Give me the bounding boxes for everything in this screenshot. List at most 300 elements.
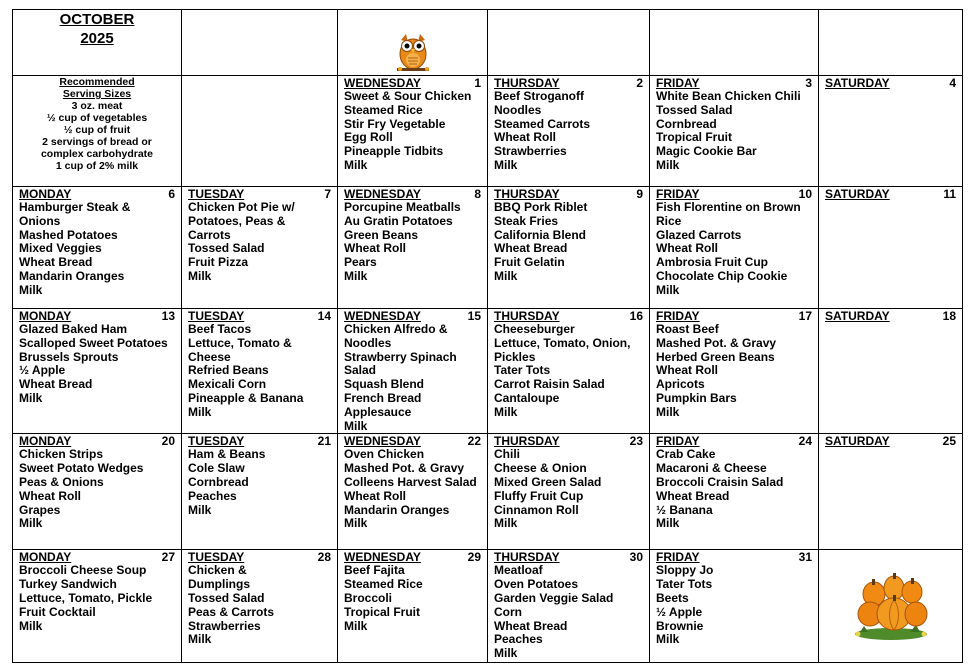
menu-item: Applesauce	[344, 404, 412, 419]
menu-item: Wheat Bread	[494, 618, 568, 633]
menu-item: Milk	[656, 282, 680, 297]
day-header	[188, 309, 331, 323]
menu-item: Milk	[494, 516, 518, 531]
day-header	[344, 309, 481, 323]
menu-item: Beef Stroganoff	[494, 89, 584, 103]
day-header	[656, 76, 812, 90]
menu-item: Green Beans	[344, 227, 419, 242]
menu-item: Mandarin Oranges	[19, 268, 125, 283]
menu-item: Fruit Gelatin	[494, 255, 565, 270]
day-header	[188, 550, 331, 564]
menu-calendar	[12, 9, 963, 663]
menu-item: Brownie	[656, 618, 704, 633]
menu-items	[494, 201, 643, 284]
day-cell	[13, 434, 182, 550]
owl-cell	[338, 10, 488, 76]
day-date: 10	[798, 187, 812, 201]
menu-item: Fruit Pizza	[188, 255, 249, 270]
menu-item: Chocolate Chip Cookie	[656, 268, 788, 283]
menu-item: Noodles	[344, 335, 392, 350]
day-cell	[650, 434, 819, 550]
day-header	[19, 187, 175, 201]
menu-items	[494, 323, 643, 420]
menu-item: Squash Blend	[344, 377, 425, 392]
day-header	[656, 434, 812, 448]
menu-item: Onions	[19, 213, 61, 228]
menu-item: Milk	[19, 282, 43, 297]
day-name: TUESDAY	[188, 187, 245, 201]
menu-item: Cheeseburger	[494, 322, 575, 336]
menu-item: Mashed Pot. & Gravy	[656, 335, 777, 350]
day-cell	[819, 76, 963, 187]
day-header	[344, 550, 481, 564]
menu-item: Wheat Roll	[344, 241, 406, 256]
day-header	[494, 187, 643, 201]
day-name: TUESDAY	[188, 309, 245, 323]
menu-item: Milk	[344, 157, 368, 172]
menu-item: White Bean Chicken Chili	[656, 89, 801, 103]
menu-item: Wheat Roll	[344, 488, 406, 503]
menu-item: Grapes	[19, 502, 61, 517]
menu-item: Milk	[494, 268, 518, 283]
menu-items	[344, 90, 481, 173]
menu-item: Chicken Alfredo &	[344, 322, 448, 336]
week-row-4	[13, 434, 963, 550]
day-name: THURSDAY	[494, 309, 560, 323]
menu-items	[188, 564, 331, 647]
menu-item: Wheat Bread	[19, 255, 93, 270]
menu-item: Tossed Salad	[188, 590, 265, 605]
menu-item: Glazed Carrots	[656, 227, 742, 242]
day-name: WEDNESDAY	[344, 550, 421, 565]
menu-item: Brussels Sprouts	[19, 349, 119, 364]
menu-items	[188, 448, 331, 517]
menu-item: California Blend	[494, 227, 587, 242]
menu-item: Milk	[188, 502, 212, 517]
menu-item: Egg Roll	[344, 130, 393, 145]
menu-item: Garden Veggie Salad	[494, 590, 614, 605]
menu-item: ½ Banana	[656, 502, 713, 517]
menu-item: Milk	[344, 618, 368, 633]
day-name: SATURDAY	[825, 309, 890, 323]
day-date: 18	[942, 309, 956, 323]
menu-item: Macaroni & Cheese	[656, 461, 767, 476]
menu-item: Turkey Sandwich	[19, 577, 117, 592]
menu-item: Steamed Rice	[344, 577, 423, 592]
menu-item: Lettuce, Tomato, Onion,	[494, 335, 631, 350]
title-year: 2025	[80, 30, 114, 47]
menu-item: Wheat Roll	[19, 488, 81, 503]
header-blank	[650, 10, 819, 76]
day-header	[825, 309, 956, 323]
serving-size-line: 2 servings of bread or	[42, 136, 152, 148]
day-cell	[488, 550, 650, 663]
menu-item: Beef Fajita	[344, 563, 405, 578]
menu-item: Potatoes, Peas &	[188, 213, 286, 228]
day-header	[494, 550, 643, 564]
day-date: 13	[161, 309, 175, 323]
menu-items	[656, 564, 812, 647]
menu-item: BBQ Pork Riblet	[494, 200, 588, 214]
day-cell	[488, 76, 650, 187]
menu-item: Milk	[494, 646, 518, 661]
day-header	[494, 76, 643, 90]
menu-item: Cheese & Onion	[494, 461, 587, 476]
menu-item: Oven Chicken	[344, 447, 425, 462]
day-date: 2	[636, 76, 643, 90]
menu-item: Rice	[656, 213, 682, 228]
menu-item: Wheat Bread	[494, 241, 568, 256]
menu-item: Tropical Fruit	[656, 130, 733, 145]
day-cell	[650, 187, 819, 309]
day-header	[188, 434, 331, 448]
day-name: MONDAY	[19, 550, 72, 565]
day-name: FRIDAY	[656, 434, 700, 449]
day-header	[344, 187, 481, 201]
menu-item: Dumplings	[188, 577, 250, 592]
menu-item: Milk	[188, 268, 212, 283]
day-date: 4	[949, 76, 956, 90]
day-name: FRIDAY	[656, 309, 700, 323]
week-row-3	[13, 309, 963, 434]
menu-item: Glazed Baked Ham	[19, 322, 128, 336]
menu-item: Cantaloupe	[494, 390, 560, 405]
serving-sizes-title: Recommended	[59, 76, 135, 88]
serving-size-line: 3 oz. meat	[71, 100, 123, 112]
day-cell	[488, 187, 650, 309]
menu-item: Sloppy Jo	[656, 563, 714, 578]
menu-item: Roast Beef	[656, 322, 719, 336]
menu-item: Wheat Bread	[656, 488, 730, 503]
menu-item: Porcupine Meatballs	[344, 200, 461, 214]
menu-items	[656, 448, 812, 531]
menu-item: French Bread	[344, 390, 422, 405]
menu-item: Pickles	[494, 349, 536, 364]
menu-item: Tater Tots	[494, 363, 551, 378]
day-header	[656, 187, 812, 201]
menu-item: Wheat Roll	[656, 241, 718, 256]
day-cell	[488, 434, 650, 550]
menu-item: Chicken Strips	[19, 447, 104, 462]
menu-item: Milk	[344, 418, 368, 433]
menu-items	[19, 323, 175, 406]
menu-item: ½ Apple	[19, 363, 66, 378]
menu-items	[19, 564, 175, 633]
menu-item: Peas & Carrots	[188, 604, 275, 619]
menu-item: Oven Potatoes	[494, 577, 579, 592]
menu-item: Peaches	[188, 488, 237, 503]
menu-item: Apricots	[656, 377, 705, 392]
day-name: FRIDAY	[656, 76, 700, 90]
header-blank	[819, 10, 963, 76]
menu-item: Hamburger Steak &	[19, 200, 131, 214]
menu-item: Ham & Beans	[188, 447, 266, 462]
menu-item: Strawberries	[494, 144, 567, 159]
day-header	[825, 187, 956, 201]
day-name: MONDAY	[19, 434, 72, 449]
day-cell	[338, 76, 488, 187]
day-header	[344, 434, 481, 448]
day-date: 6	[168, 187, 175, 201]
menu-item: Peas & Onions	[19, 474, 104, 489]
day-cell	[338, 187, 488, 309]
menu-item: Pears	[344, 255, 377, 270]
menu-items	[344, 201, 481, 284]
day-name: TUESDAY	[188, 434, 245, 449]
day-date: 24	[798, 434, 812, 449]
menu-items	[19, 448, 175, 531]
menu-item: Lettuce, Tomato &	[188, 335, 292, 350]
title-month: OCTOBER	[59, 11, 135, 28]
day-header	[494, 309, 643, 323]
day-cell	[650, 550, 819, 663]
day-header	[19, 434, 175, 448]
menu-item: Tater Tots	[656, 577, 713, 592]
menu-item: Wheat Roll	[494, 130, 556, 145]
day-name: FRIDAY	[656, 187, 700, 201]
menu-item: Mandarin Oranges	[344, 502, 450, 517]
day-name: THURSDAY	[494, 434, 560, 449]
menu-item: Milk	[344, 516, 368, 531]
day-header	[19, 550, 175, 564]
day-cell	[338, 550, 488, 663]
menu-item: ½ Apple	[656, 604, 703, 619]
menu-items	[344, 323, 481, 433]
menu-item: Milk	[656, 516, 680, 531]
day-cell	[13, 309, 182, 434]
menu-items	[344, 448, 481, 531]
serving-size-line: 1 cup of 2% milk	[55, 160, 139, 172]
menu-item: Meatloaf	[494, 563, 543, 578]
menu-items	[656, 201, 812, 298]
day-date: 15	[467, 309, 481, 323]
serving-sizes-cell	[13, 76, 182, 187]
menu-item: Magic Cookie Bar	[656, 144, 757, 159]
day-header	[656, 550, 812, 564]
day-cell	[182, 187, 338, 309]
day-date: 21	[317, 434, 331, 449]
day-name: WEDNESDAY	[344, 434, 421, 449]
menu-item: Milk	[19, 516, 43, 531]
menu-items	[494, 448, 643, 531]
day-date: 1	[474, 76, 481, 90]
header-blank	[488, 10, 650, 76]
owl-icon	[393, 30, 433, 72]
menu-item: Milk	[344, 268, 368, 283]
menu-item: Milk	[656, 632, 680, 647]
header-blank	[182, 10, 338, 76]
day-cell	[338, 309, 488, 434]
menu-item: Refried Beans	[188, 363, 269, 378]
day-name: WEDNESDAY	[344, 187, 421, 201]
day-header	[344, 76, 481, 90]
menu-item: Cinnamon Roll	[494, 502, 579, 517]
day-name: WEDNESDAY	[344, 309, 421, 323]
menu-item: Strawberries	[188, 618, 261, 633]
menu-item: Milk	[188, 632, 212, 647]
serving-size-line: complex carbohydrate	[40, 148, 154, 160]
menu-item: Wheat Roll	[656, 363, 718, 378]
menu-item: Sweet & Sour Chicken	[344, 89, 472, 103]
menu-item: Cole Slaw	[188, 461, 245, 476]
menu-item: Broccoli Cheese Soup	[19, 563, 147, 578]
day-date: 7	[324, 187, 331, 201]
day-date: 29	[467, 550, 481, 565]
day-date: 27	[161, 550, 175, 565]
menu-item: Ambrosia Fruit Cup	[656, 255, 769, 270]
day-date: 22	[467, 434, 481, 449]
serving-size-line: ½ cup of fruit	[63, 124, 131, 136]
serving-sizes-list	[15, 100, 179, 172]
menu-item: Noodles	[494, 102, 542, 117]
week-row-1	[13, 76, 963, 187]
menu-item: Cheese	[188, 349, 231, 364]
day-date: 16	[629, 309, 643, 323]
menu-item: Steamed Rice	[344, 102, 423, 117]
serving-size-line: ½ cup of vegetables	[46, 112, 148, 124]
day-cell	[182, 434, 338, 550]
menu-item: Pineapple Tidbits	[344, 144, 444, 159]
day-date: 25	[942, 434, 956, 449]
menu-items	[656, 90, 812, 173]
day-cell	[338, 434, 488, 550]
menu-item: Mashed Pot. & Gravy	[344, 461, 465, 476]
menu-item: Scalloped Sweet Potatoes	[19, 335, 168, 350]
day-name: THURSDAY	[494, 187, 560, 201]
menu-item: Milk	[19, 618, 43, 633]
menu-item: Tossed Salad	[188, 241, 265, 256]
menu-item: Sweet Potato Wedges	[19, 461, 144, 476]
day-cell	[182, 550, 338, 663]
day-name: TUESDAY	[188, 550, 245, 565]
menu-item: Steamed Carrots	[494, 116, 591, 131]
day-name: THURSDAY	[494, 550, 560, 565]
menu-item: Cornbread	[656, 116, 717, 131]
menu-items	[344, 564, 481, 633]
menu-item: Chicken Pot Pie w/	[188, 200, 295, 214]
day-name: SATURDAY	[825, 76, 890, 90]
menu-items	[494, 90, 643, 173]
menu-item: Pumpkin Bars	[656, 390, 737, 405]
day-date: 14	[317, 309, 331, 323]
day-date: 28	[317, 550, 331, 565]
day-cell	[650, 76, 819, 187]
week-row-2	[13, 187, 963, 309]
day-header	[825, 434, 956, 448]
menu-item: Pineapple & Banana	[188, 390, 304, 405]
menu-item: Mashed Potatoes	[19, 227, 118, 242]
day-name: MONDAY	[19, 187, 72, 201]
menu-item: Tropical Fruit	[344, 604, 421, 619]
day-cell	[819, 187, 963, 309]
day-header	[494, 434, 643, 448]
title-cell	[13, 10, 182, 76]
menu-item: Broccoli	[344, 590, 393, 605]
menu-item: Salad	[344, 363, 377, 378]
menu-item: Mexicali Corn	[188, 377, 267, 392]
day-name: FRIDAY	[656, 550, 700, 565]
menu-item: Broccoli Craisin Salad	[656, 474, 784, 489]
day-date: 23	[629, 434, 643, 449]
menu-item: Chicken &	[188, 563, 247, 578]
pumpkin-cell	[819, 550, 963, 663]
day-date: 8	[474, 187, 481, 201]
menu-item: Beets	[656, 590, 689, 605]
day-date: 17	[798, 309, 812, 323]
day-header	[656, 309, 812, 323]
day-header	[19, 309, 175, 323]
menu-item: Colleens Harvest Salad	[344, 474, 477, 489]
menu-item: Milk	[188, 404, 212, 419]
menu-items	[19, 201, 175, 298]
menu-item: Milk	[656, 157, 680, 172]
header-row	[13, 10, 963, 76]
menu-item: Steak Fries	[494, 213, 559, 228]
day-name: WEDNESDAY	[344, 76, 421, 90]
day-cell	[13, 550, 182, 663]
menu-items	[656, 323, 812, 420]
day-name: MONDAY	[19, 309, 72, 323]
menu-item: Mixed Green Salad	[494, 474, 602, 489]
menu-item: Tossed Salad	[656, 102, 733, 117]
day-cell	[819, 309, 963, 434]
menu-item: Milk	[656, 404, 680, 419]
day-cell	[182, 309, 338, 434]
day-name: THURSDAY	[494, 76, 560, 90]
menu-item: Peaches	[494, 632, 543, 647]
menu-item: Herbed Green Beans	[656, 349, 775, 364]
day-header	[825, 76, 956, 90]
serving-sizes-title: Serving Sizes	[62, 88, 132, 100]
menu-item: Carrot Raisin Salad	[494, 377, 605, 392]
day-name: SATURDAY	[825, 434, 890, 449]
day-date: 3	[805, 76, 812, 90]
menu-item: Milk	[494, 157, 518, 172]
menu-item: Lettuce, Tomato, Pickle	[19, 590, 153, 605]
empty-day-cell	[182, 76, 338, 187]
menu-item: Fish Florentine on Brown	[656, 200, 801, 214]
day-date: 31	[798, 550, 812, 565]
menu-item: Beef Tacos	[188, 322, 252, 336]
week-row-5	[13, 550, 963, 663]
day-date: 11	[943, 187, 956, 201]
day-date: 20	[161, 434, 175, 449]
menu-item: Mixed Veggies	[19, 241, 102, 256]
menu-item: Carrots	[188, 227, 231, 242]
menu-item: Milk	[19, 390, 43, 405]
calendar-title	[13, 10, 181, 48]
day-cell	[650, 309, 819, 434]
day-cell	[819, 434, 963, 550]
menu-items	[494, 564, 643, 661]
menu-item: Au Gratin Potatoes	[344, 213, 453, 228]
menu-item: Wheat Bread	[19, 377, 93, 392]
day-cell	[13, 187, 182, 309]
menu-item: Fluffy Fruit Cup	[494, 488, 584, 503]
menu-item: Fruit Cocktail	[19, 604, 96, 619]
day-date: 9	[636, 187, 643, 201]
day-name: SATURDAY	[825, 187, 890, 201]
menu-item: Cornbread	[188, 474, 249, 489]
menu-items	[188, 323, 331, 420]
menu-item: Strawberry Spinach	[344, 349, 457, 364]
menu-item: Milk	[494, 404, 518, 419]
day-cell	[488, 309, 650, 434]
day-header	[188, 187, 331, 201]
pumpkin-pile-icon	[850, 560, 932, 642]
menu-item: Crab Cake	[656, 447, 716, 462]
menu-item: Chili	[494, 447, 520, 462]
